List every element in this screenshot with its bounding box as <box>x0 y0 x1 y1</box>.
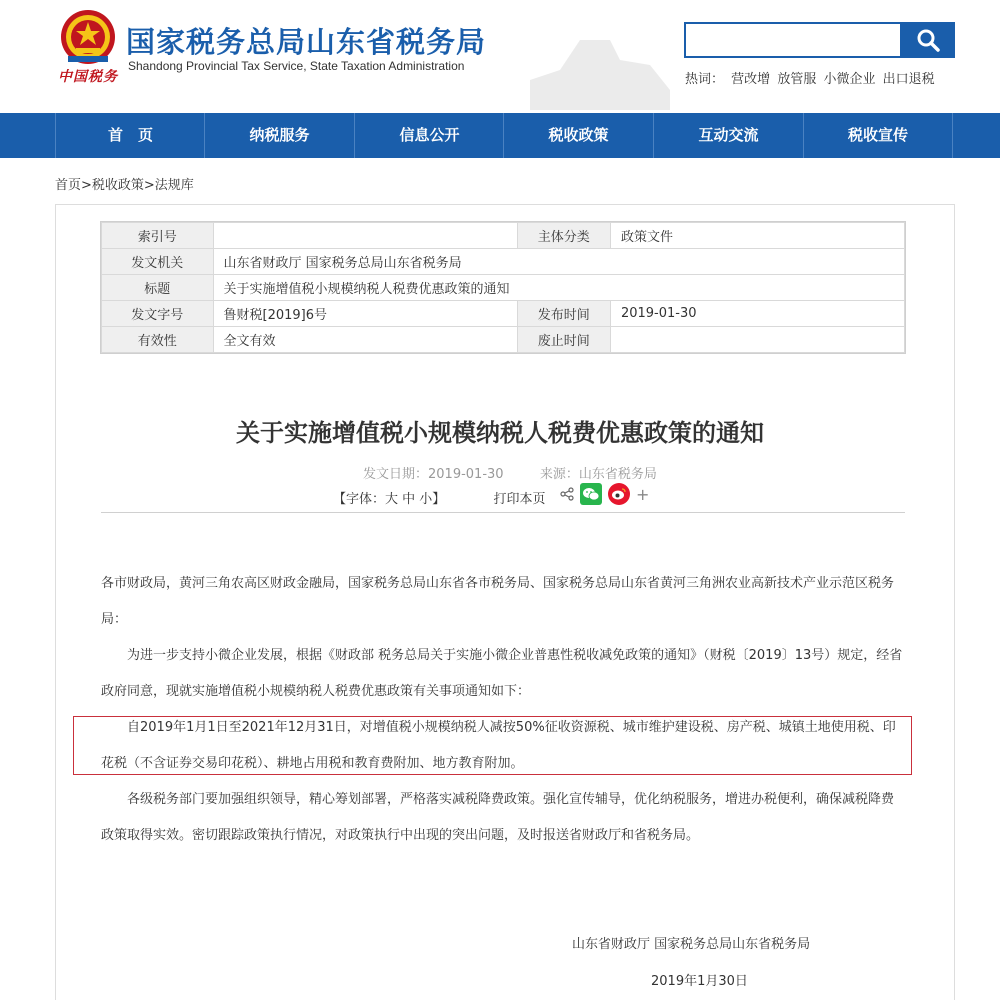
signature-date: 2019年1月30日 <box>651 974 748 989</box>
nav-item-tax-publicity[interactable]: 税收宣传 <box>803 113 953 158</box>
nav-item-home[interactable]: 首 页 <box>55 113 205 158</box>
issuer-value: 山东省财政厅 国家税务总局山东省税务局 <box>213 249 904 275</box>
wechat-icon[interactable] <box>580 483 602 505</box>
hotwords <box>685 68 938 87</box>
title-label: 标题 <box>102 275 214 301</box>
signature-org: 山东省财政厅 国家税务总局山东省税务局 <box>572 937 811 952</box>
document-info-table <box>101 222 905 353</box>
table-row <box>102 223 905 249</box>
pubdate-label: 发布时间 <box>517 301 610 327</box>
divider <box>101 512 905 513</box>
title-value: 关于实施增值税小规模纳税人税费优惠政策的通知 <box>213 275 904 301</box>
nav-item-tax-policy[interactable]: 税收政策 <box>503 113 653 158</box>
table-row <box>102 249 905 275</box>
hotword-link[interactable]: 小微企业 <box>823 72 876 87</box>
table-row <box>102 327 905 353</box>
table-row <box>102 275 905 301</box>
share-icon[interactable] <box>560 487 574 501</box>
logo-calligraphy: 中国税务 <box>58 69 118 85</box>
article-paragraph: 各市财政局，黄河三角农高区财政金融局，国家税务总局山东省各市税务局、国家税务总局山东省黄河三角洲农业高新技术产业示范区税务局： <box>101 576 895 627</box>
breadcrumb[interactable]: 首页>税收政策>法规库 <box>55 178 194 193</box>
hotword-link[interactable]: 放管服 <box>777 72 817 87</box>
article-meta <box>363 463 657 482</box>
repeal-value <box>610 327 904 353</box>
hotword-link[interactable]: 出口退税 <box>882 72 935 87</box>
article-tools <box>333 488 546 507</box>
index-value <box>213 223 517 249</box>
index-label: 索引号 <box>102 223 214 249</box>
article-source: 来源：山东省税务局 <box>539 467 657 482</box>
validity-label: 有效性 <box>102 327 214 353</box>
search-button[interactable] <box>900 22 955 58</box>
table-row <box>102 301 905 327</box>
docno-value: 鲁财税[2019]6号 <box>213 301 517 327</box>
validity-value: 全文有效 <box>213 327 517 353</box>
print-button[interactable]: 打印本页 <box>493 492 546 507</box>
pubdate-value: 2019-01-30 <box>610 301 904 327</box>
nav-item-tax-service[interactable]: 纳税服务 <box>204 113 354 158</box>
hotword-link[interactable]: 营改增 <box>731 72 771 87</box>
search-icon <box>916 28 940 52</box>
article-date: 发文日期：2019-01-30 <box>363 467 504 482</box>
article-title: 关于实施增值税小规模纳税人税费优惠政策的通知 <box>236 419 764 447</box>
hotwords-label: 热词： <box>685 72 725 87</box>
issuer-label: 发文机关 <box>102 249 214 275</box>
nav-item-info-disclosure[interactable]: 信息公开 <box>354 113 504 158</box>
nav-item-interaction[interactable]: 互动交流 <box>653 113 803 158</box>
tax-emblem-icon[interactable] <box>58 8 118 66</box>
share-bar <box>560 483 650 505</box>
category-label: 主体分类 <box>517 223 610 249</box>
article-paragraph-highlighted: 自2019年1月1日至2021年12月31日，对增值税小规模纳税人减按50%征收资源税、城市维护建设税、房产税、城镇土地使用税、印花税（不含证券交易印花税）、耕地占用税和教育费附加、地方教育附加。 <box>101 720 896 771</box>
site-subtitle: Shandong Provincial Tax Service, State Taxation Administration <box>128 59 465 73</box>
category-value: 政策文件 <box>610 223 904 249</box>
search-input[interactable] <box>684 22 902 58</box>
repeal-label: 废止时间 <box>517 327 610 353</box>
article-paragraph: 为进一步支持小微企业发展，根据《财政部 税务总局关于实施小微企业普惠性税收减免政策的通知》（财税〔2019〕13号）规定，经省政府同意，现就实施增值税小规模纳税人税费优惠政策有关事项通知如下： <box>101 648 903 699</box>
site-header <box>0 0 1000 113</box>
more-share-icon[interactable]: + <box>636 484 650 504</box>
docno-label: 发文字号 <box>102 301 214 327</box>
site-title[interactable]: 国家税务总局山东省税务局 <box>126 25 487 59</box>
font-size-tool[interactable]: 【字体：大 中 小】 <box>333 492 446 507</box>
article-paragraph: 各级税务部门要加强组织领导，精心筹划部署，严格落实减税降费政策。强化宣传辅导，优化纳税服务，增进办税便利，确保减税降费政策取得实效。密切跟踪政策执行情况，对政策执行中出现的突出问题，及时报送省财政厅和省税务局。 <box>101 792 895 843</box>
weibo-icon[interactable] <box>608 483 630 505</box>
building-watermark-icon <box>520 30 680 110</box>
main-nav <box>0 113 1000 158</box>
